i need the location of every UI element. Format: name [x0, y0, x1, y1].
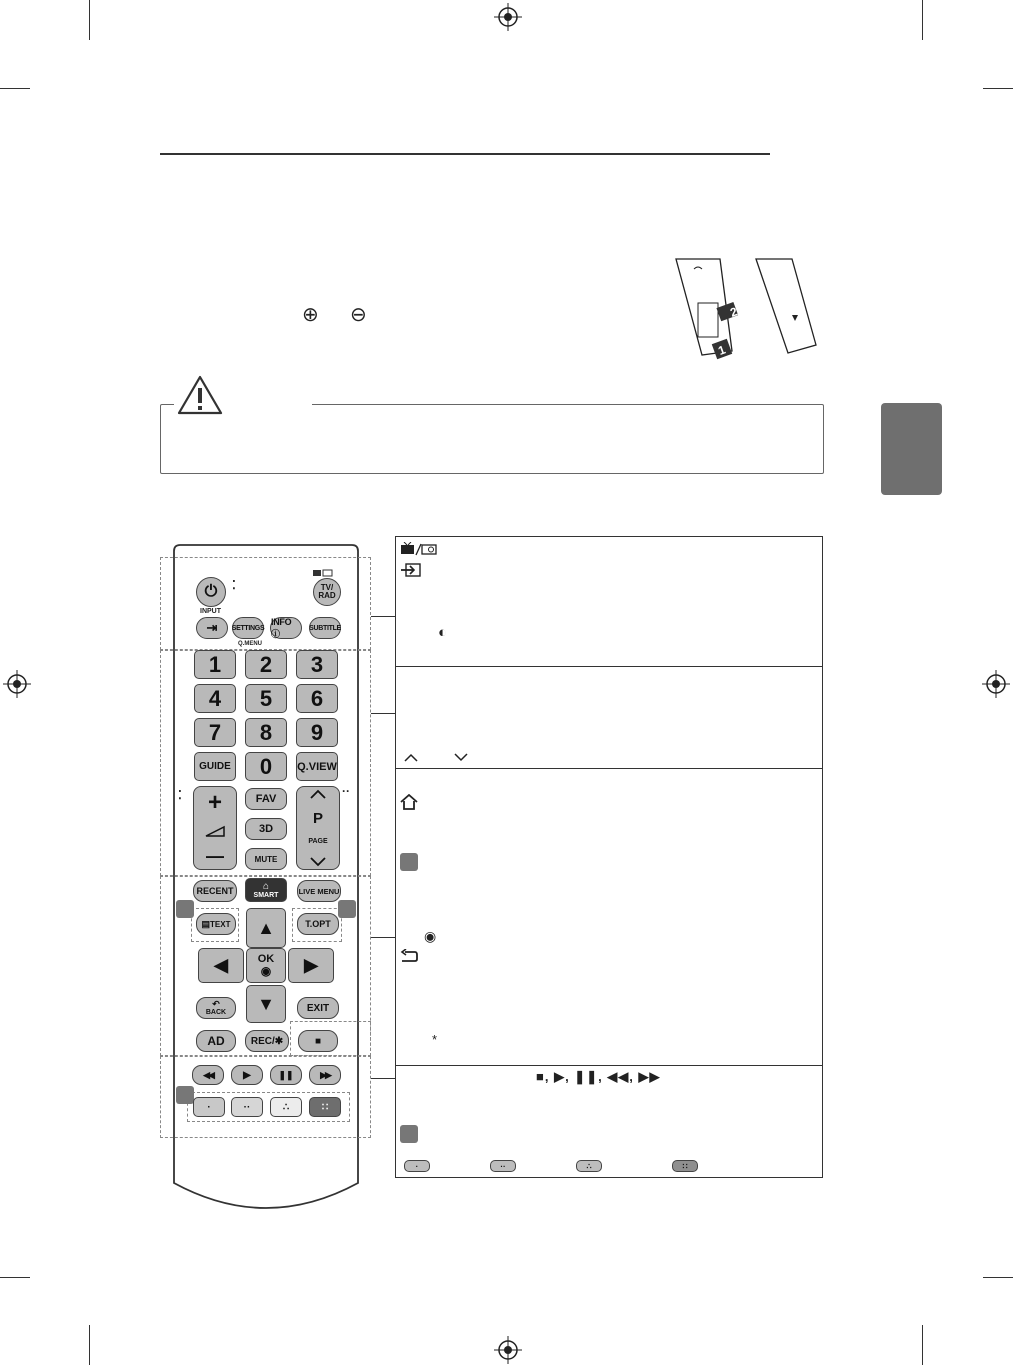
header-rule: [160, 153, 770, 155]
number-9-button[interactable]: 9: [296, 718, 338, 747]
down-button[interactable]: ▼: [246, 985, 286, 1023]
smart-label: SMART: [253, 891, 279, 899]
legend-badge: [338, 900, 356, 918]
registration-mark-icon: [982, 670, 1010, 698]
rewind-button[interactable]: ◀◀: [192, 1065, 224, 1085]
power-button[interactable]: ⏻: [196, 577, 226, 607]
subtitle-button[interactable]: SUBTITLE: [309, 617, 341, 639]
back-arrow-icon: ↶: [212, 999, 220, 1009]
qview-button[interactable]: Q.VIEW: [296, 752, 338, 781]
caution-box: [160, 404, 824, 474]
number-7-button[interactable]: 7: [194, 718, 236, 747]
description-divider: [396, 666, 822, 667]
recent-button[interactable]: RECENT: [193, 880, 237, 902]
topt-button[interactable]: T.OPT: [297, 913, 339, 935]
play-button[interactable]: ▶: [231, 1065, 263, 1085]
page-down-icon[interactable]: [309, 857, 327, 867]
number-6-button[interactable]: 6: [296, 684, 338, 713]
teletext-icon: ▤: [201, 918, 211, 929]
text-label: TEXT: [210, 919, 231, 929]
back-button[interactable]: [196, 997, 236, 1019]
smart-button[interactable]: [245, 878, 287, 902]
registration-mark-icon: [494, 1336, 522, 1364]
legend-badge: [400, 853, 418, 871]
color-key-2: ··: [490, 1160, 516, 1172]
leader-line: [371, 616, 395, 617]
crop-mark: [922, 0, 923, 40]
crop-mark: [983, 88, 1013, 89]
color-key-4: ∷: [672, 1160, 698, 1172]
pause-button[interactable]: ❚❚: [270, 1065, 302, 1085]
description-divider: [396, 768, 822, 769]
volume-icon: [204, 825, 226, 837]
settings-button[interactable]: SETTINGS: [232, 617, 264, 639]
crop-mark: [983, 1277, 1013, 1278]
chevron-up-icon: [404, 753, 418, 762]
legend-badge: [400, 1125, 418, 1143]
rec-button[interactable]: REC/✱: [245, 1030, 289, 1052]
mute-button[interactable]: MUTE: [245, 848, 287, 870]
volume-up[interactable]: +: [207, 789, 222, 816]
input-label: INPUT: [200, 608, 221, 615]
crop-mark: [922, 1325, 923, 1365]
fast-forward-button[interactable]: ▶▶: [309, 1065, 341, 1085]
volume-down[interactable]: —: [206, 846, 224, 866]
green-color-button[interactable]: ··: [231, 1097, 263, 1117]
tv-rad-button[interactable]: TV/ RAD: [313, 578, 341, 606]
page-dots: ··: [342, 784, 350, 798]
page-label: PAGE: [308, 838, 328, 845]
guide-button[interactable]: GUIDE: [194, 752, 236, 781]
home-icon: [400, 794, 418, 810]
section-tab: [881, 403, 942, 495]
crop-mark: [89, 0, 90, 40]
ok-label: OK: [257, 953, 275, 965]
registration-mark-icon: [3, 670, 31, 698]
ad-button[interactable]: AD: [196, 1030, 236, 1052]
input-button[interactable]: ⇥: [196, 617, 228, 639]
home-icon: ⌂: [262, 880, 270, 892]
power-icon: ◐: [438, 624, 448, 641]
tv-radio-icon: [312, 568, 334, 578]
legend-badge: [176, 1086, 194, 1104]
up-button[interactable]: ▲: [246, 908, 286, 948]
page-up-icon[interactable]: [309, 789, 327, 799]
tv-radio-icon: [400, 542, 440, 556]
number-1-button[interactable]: 1: [194, 650, 236, 679]
warning-triangle-icon: [176, 374, 224, 416]
info-button[interactable]: INFO ⓘ: [270, 617, 302, 639]
back-icon: [400, 949, 418, 963]
back-label: BACK: [205, 1009, 227, 1016]
stop-button[interactable]: ■: [298, 1030, 338, 1052]
chevron-down-icon: [454, 753, 468, 762]
fav-button[interactable]: FAV: [245, 788, 287, 810]
crop-mark: [89, 1325, 90, 1365]
page-p-label: P: [312, 810, 323, 827]
group-outline: [160, 557, 371, 650]
legend-badge: [176, 900, 194, 918]
blue-color-button[interactable]: ∷: [309, 1097, 341, 1117]
input-icon: [400, 563, 422, 577]
minus-terminal-icon: ⊖: [350, 304, 367, 326]
leader-line: [371, 713, 395, 714]
qmenu-label: Q.MENU: [238, 641, 262, 647]
number-0-button[interactable]: 0: [245, 752, 287, 781]
volume-dots: ⁚: [178, 788, 182, 802]
svg-text:2: 2: [728, 304, 740, 320]
crop-mark: [0, 88, 30, 89]
right-button[interactable]: ▶: [288, 948, 334, 983]
plus-terminal-icon: ⊕: [302, 304, 319, 326]
color-key-3: ∴: [576, 1160, 602, 1172]
leader-line: [371, 1078, 395, 1079]
red-color-button[interactable]: ·: [193, 1097, 225, 1117]
registration-mark-icon: [494, 3, 522, 31]
asterisk-icon: *: [432, 1032, 438, 1047]
ok-icon: ◉: [260, 964, 272, 978]
color-key-1: ·: [404, 1160, 430, 1172]
leader-line: [371, 937, 395, 938]
exit-button[interactable]: EXIT: [297, 997, 339, 1019]
number-5-button[interactable]: 5: [245, 684, 287, 713]
transport-icons: ■, ▶, ❚❚, ◀◀, ▶▶: [536, 1069, 661, 1084]
battery-cover-illustration: [668, 255, 828, 365]
number-8-button[interactable]: 8: [245, 718, 287, 747]
page-rocker[interactable]: [296, 786, 340, 870]
ok-button[interactable]: [246, 948, 286, 983]
ok-icon: ◉: [424, 928, 437, 944]
left-button[interactable]: ◀: [198, 948, 244, 983]
description-box: [395, 536, 823, 1178]
svg-text:1: 1: [716, 342, 728, 358]
number-4-button[interactable]: 4: [194, 684, 236, 713]
number-2-button[interactable]: 2: [245, 650, 287, 679]
3d-button[interactable]: 3D: [245, 818, 287, 840]
volume-rocker[interactable]: [193, 786, 237, 870]
power-dots: ⁚: [232, 578, 236, 592]
description-divider: [396, 1065, 822, 1066]
number-3-button[interactable]: 3: [296, 650, 338, 679]
yellow-color-button[interactable]: ∴: [270, 1097, 302, 1117]
crop-mark: [0, 1277, 30, 1278]
live-menu-button[interactable]: LIVE MENU: [297, 880, 341, 902]
